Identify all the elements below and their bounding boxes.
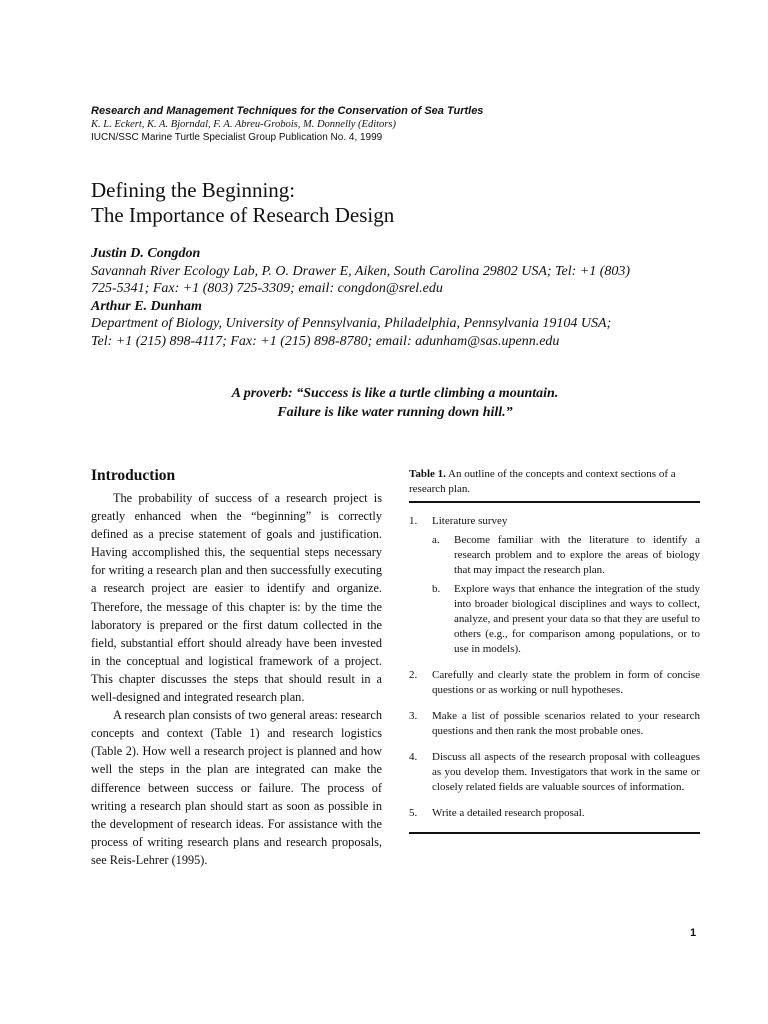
publication-header [91,104,691,144]
author-1 [91,245,691,298]
item-number: 3. [409,710,418,722]
page-number: 1 [690,927,697,939]
item-text: Carefully and clearly state the problem in form of concise questions or as working or null hypotheses. [432,669,700,696]
item-text: Literature survey [432,515,508,527]
proverb-line-1: A proverb: “Success is like a turtle climbing a mountain. [231,386,559,401]
section-heading: Introduction [91,467,176,484]
item-number: 4. [409,751,418,763]
list-item [409,514,700,657]
table-top-rule [409,501,700,503]
item-number: 5. [409,807,418,819]
body-paragraph: The probability of success of a research project is greatly enhanced when the “beginning” is correctly defined as a precise statement of goals and justification. Having accomplished this, the sequential steps necessary for writing a research plan and then successfully executing a research project are easier to identify and organize. Therefore, the message of this chapter is: by the time the laboratory is prepared or the first datum collected in the field, substantial effort should already have been invested in the conceptual and logistical framework of a project. This chapter discusses the steps that should result in a well-designed and integrated research plan. [91,491,382,705]
series-title: Research and Management Techniques for the Conservation of Sea Turtles [91,105,484,117]
list-item [409,750,700,795]
title-line-1: Defining the Beginning: [91,178,296,202]
sub-item-text: Become familiar with the literature to identify a research problem and to explore the areas of biology that may impact the research plan. [454,534,700,576]
author-affiliation: Savannah River Ecology Lab, P. O. Drawer E, Aiken, South Carolina 29802 USA; Tel: +1 (803) [91,263,631,279]
author-name: Arthur E. Dunham [91,298,202,314]
table-label: Table 1. [409,468,446,480]
table-1 [409,467,700,834]
sub-item [432,533,700,578]
authors-block [91,245,691,350]
author-affiliation: Tel: +1 (215) 898-4117; Fax: +1 (215) 898-8780; email: adunham@sas.upenn.edu [91,333,560,349]
author-name: Justin D. Congdon [91,246,201,261]
title-line-2: The Importance of Research Design [91,203,395,227]
sub-item-text: Explore ways that enhance the integration of the study into broader biological disciplines and ways to collect, analyze, and present your data so that they are useful to others (e.g., for comparison among populations, or to use in models). [454,583,700,655]
sub-item-letter: b. [432,583,441,595]
table-caption [409,467,700,497]
list-item [409,709,700,739]
publication-line: IUCN/SSC Marine Turtle Specialist Group Publication No. 4, 1999 [91,132,383,143]
author-2 [91,298,691,351]
author-affiliation: 725-5341; Fax: +1 (803) 725-3309; email: congdon@srel.edu [91,281,443,296]
proverb-line-2: Failure is like water running down hill.” [277,405,513,420]
chapter-title [91,178,691,228]
proverb-quote [91,384,699,422]
author-affiliation: Department of Biology, University of Pennsylvania, Philadelphia, Pennsylvania 19104 USA; [91,316,612,331]
table-bottom-rule [409,832,700,834]
list-item [409,668,700,698]
item-text: Discuss all aspects of the research proposal with colleagues as you develop them. Investigators that work in the same or closely related fields are valuable sources of information. [432,751,700,793]
list-item [409,806,700,821]
editors-line: K. L. Eckert, K. A. Bjorndal, F. A. Abreu-Grobois, M. Donnelly (Editors) [91,119,396,130]
table-outline-list [409,514,700,821]
item-text: Make a list of possible scenarios related to your research questions and then rank the most probable ones. [432,710,700,737]
table-caption-text: An outline of the concepts and context sections of a research plan. [409,468,676,495]
body-paragraph: A research plan consists of two general areas: research concepts and context (Table 1) and research logistics (Table 2). How well a research project is planned and how well the steps in the plan are integrated can make the difference between success or failure. The process of writing a research plan should start as soon as possible in the development of research ideas. For assistance with the process of writing research plans and research proposals, see Reis-Lehrer (1995). [91,708,382,867]
sub-item [432,582,700,657]
introduction-section [91,466,382,869]
item-number: 1. [409,515,418,527]
item-number: 2. [409,669,418,681]
sub-item-letter: a. [432,534,440,546]
item-text: Write a detailed research proposal. [432,807,585,819]
